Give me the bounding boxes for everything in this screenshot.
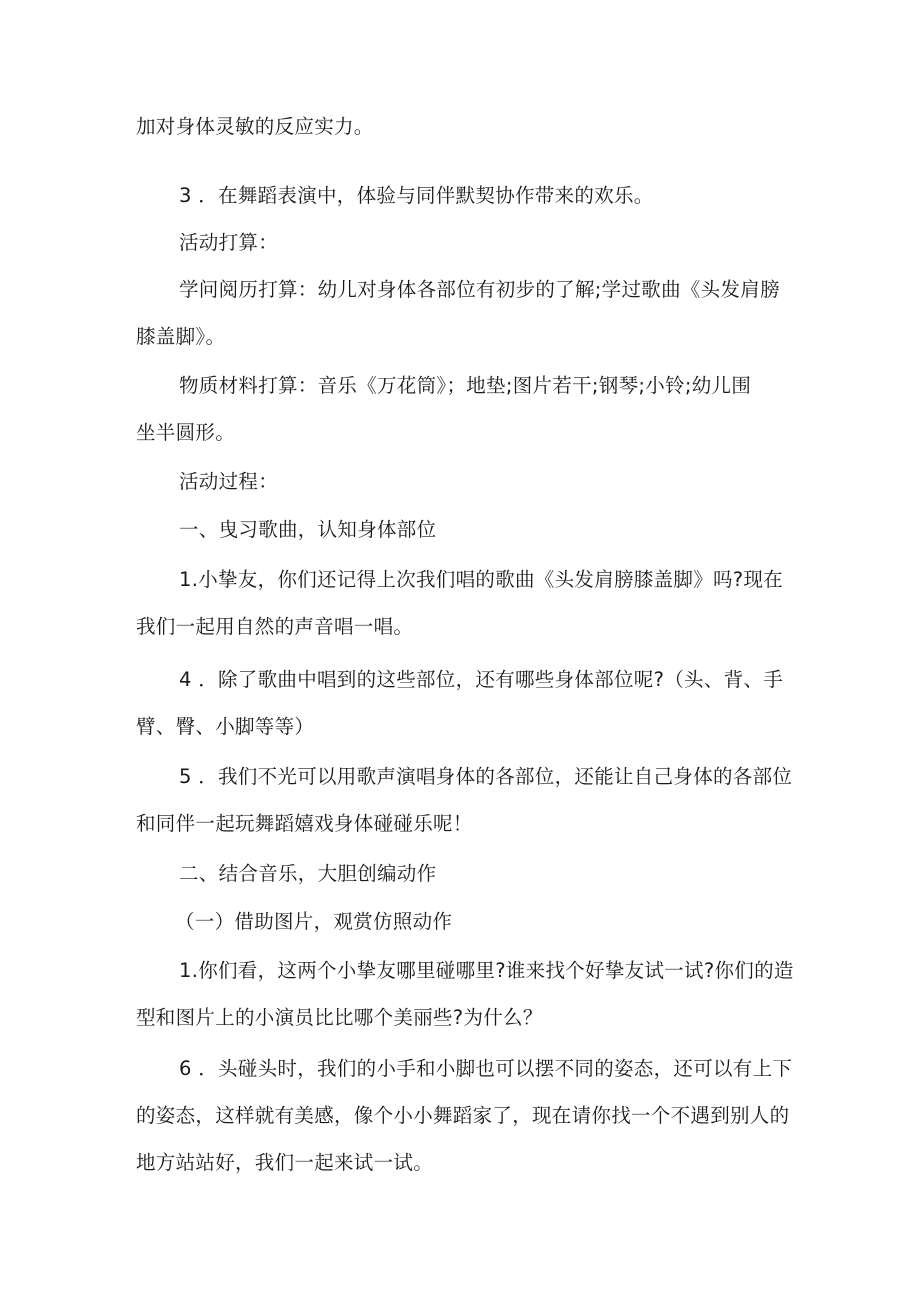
text-line: 型和图片上的小演员比比哪个美丽些?为什么？ (136, 1006, 543, 1029)
paragraph-step-5 (0, 753, 920, 847)
text-line: 1.你们看，这两个小挚友哪里碰哪里?谁来找个好挚友试一试?你们的造 (179, 959, 794, 982)
heading-activity-process (0, 458, 920, 505)
text-line: 地方站站好，我们一起来试一试。 (136, 1151, 434, 1174)
paragraph-sub-step-6 (0, 1045, 920, 1186)
text-line: 6 ．头碰头时，我们的小手和小脚也可以摆不同的姿态，还可以有上下 (179, 1057, 793, 1080)
paragraph-step-4 (0, 656, 920, 750)
text-line: 加对身体灵敏的反应实力。 (136, 115, 374, 138)
text-line: 和同伴一起玩舞蹈嬉戏身体碰碰乐呢！ (136, 812, 473, 835)
paragraph-continuation (0, 103, 920, 150)
text-line: 我们一起用自然的声音唱一唱。 (136, 615, 414, 638)
text-line: 3 ．在舞蹈表演中，体验与同伴默契协作带来的欢乐。 (179, 184, 654, 207)
text-line: 的姿态，这样就有美感，像个小小舞蹈家了，现在请你找一个不遇到别人的 (136, 1104, 790, 1127)
heading-section-2 (0, 850, 920, 897)
text-line: 学问阅历打算：幼儿对身体各部位有初步的了解;学过歌曲《头发肩膀 (179, 278, 780, 301)
heading-subsection-1 (0, 898, 920, 945)
paragraph-sub-step-1 (0, 947, 920, 1041)
text-line: 5 ．我们不光可以用歌声演唱身体的各部位，还能让自己身体的各部位 (179, 765, 793, 788)
text-line: 坐半圆形。 (136, 421, 236, 444)
paragraph-material-prep (0, 362, 920, 456)
heading-section-1 (0, 506, 920, 553)
paragraph-knowledge-prep (0, 266, 920, 360)
text-line: 4 ．除了歌曲中唱到的这些部位，还有哪些身体部位呢?（头、背、手 (179, 668, 784, 691)
text-line: 膝盖脚》。 (136, 325, 226, 348)
text-line: （一）借助图片，观赏仿照动作 (175, 910, 453, 933)
text-line: 1.小挚友，你们还记得上次我们唱的歌曲《头发肩膀膝盖脚》吗?现在 (179, 568, 784, 591)
text-line: 一、曳习歌曲，认知身体部位 (179, 518, 437, 541)
text-line: 活动打算： (179, 231, 279, 254)
text-line: 物质材料打算：音乐《万花筒》；地垫;图片若干;钢琴;小铃;幼儿围 (179, 374, 752, 397)
text-line: 活动过程： (179, 470, 279, 493)
text-line: 臂、臀、小脚等等） (136, 715, 315, 738)
text-line: 二、结合音乐，大胆创编动作 (179, 862, 437, 885)
paragraph-step-1 (0, 556, 920, 650)
heading-activity-prep (0, 219, 920, 266)
paragraph-objective-3 (0, 172, 920, 219)
